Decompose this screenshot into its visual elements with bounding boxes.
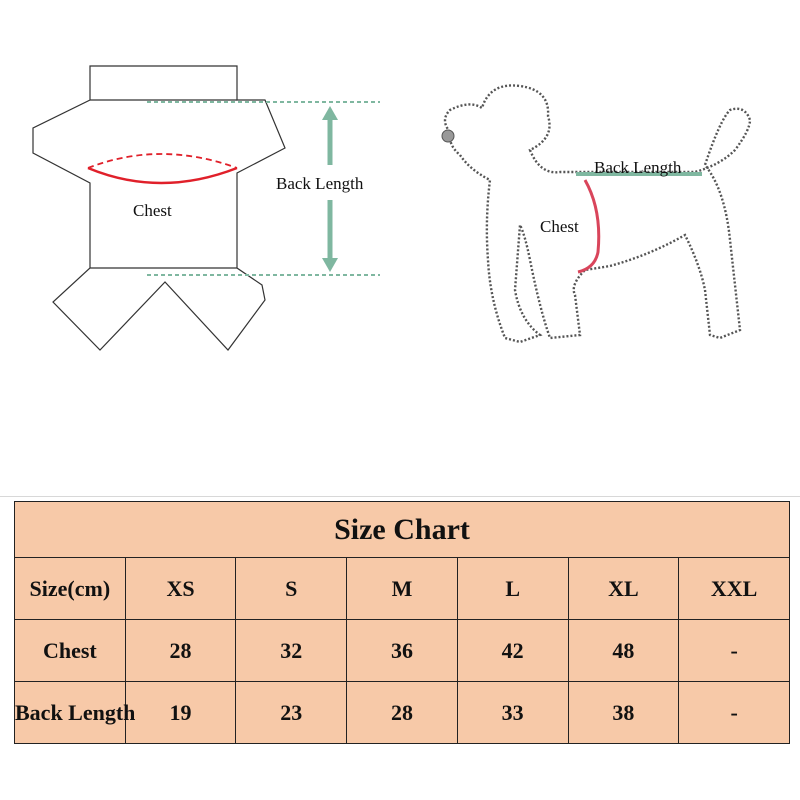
dog-diagram — [420, 60, 800, 380]
table-cell: 42 — [457, 620, 568, 682]
table-cell: 36 — [347, 620, 458, 682]
table-cell: 38 — [568, 682, 679, 744]
table-cell: 48 — [568, 620, 679, 682]
header-cell: XL — [568, 558, 679, 620]
header-cell: S — [236, 558, 347, 620]
dog-back-length-label: Back Length — [594, 158, 682, 177]
dog-chest-label: Chest — [540, 217, 579, 236]
ghost-line-top — [0, 496, 800, 497]
size-chart-title: Size Chart — [15, 502, 790, 558]
header-cell: XS — [125, 558, 236, 620]
size-chart-header-row — [15, 558, 790, 620]
table-cell: - — [679, 620, 790, 682]
size-chart-table — [14, 501, 790, 744]
header-cell: L — [457, 558, 568, 620]
table-cell: - — [679, 682, 790, 744]
table-cell: 23 — [236, 682, 347, 744]
garment-chest-label: Chest — [133, 201, 172, 220]
dog-chest-marker — [578, 180, 599, 272]
table-row — [15, 620, 790, 682]
header-cell: M — [347, 558, 458, 620]
table-cell: 33 — [457, 682, 568, 744]
table-cell: 32 — [236, 620, 347, 682]
header-cell: XXL — [679, 558, 790, 620]
garment-back-length-label: Back Length — [276, 174, 364, 193]
row-label: Chest — [15, 620, 126, 682]
table-cell: 28 — [347, 682, 458, 744]
garment-diagram — [0, 0, 420, 400]
size-chart-title-row — [15, 502, 790, 558]
table-row — [15, 682, 790, 744]
table-cell: 19 — [125, 682, 236, 744]
header-cell: Size(cm) — [15, 558, 126, 620]
table-cell: 28 — [125, 620, 236, 682]
dog-nose — [442, 130, 454, 142]
row-label: Back Length — [15, 682, 126, 744]
